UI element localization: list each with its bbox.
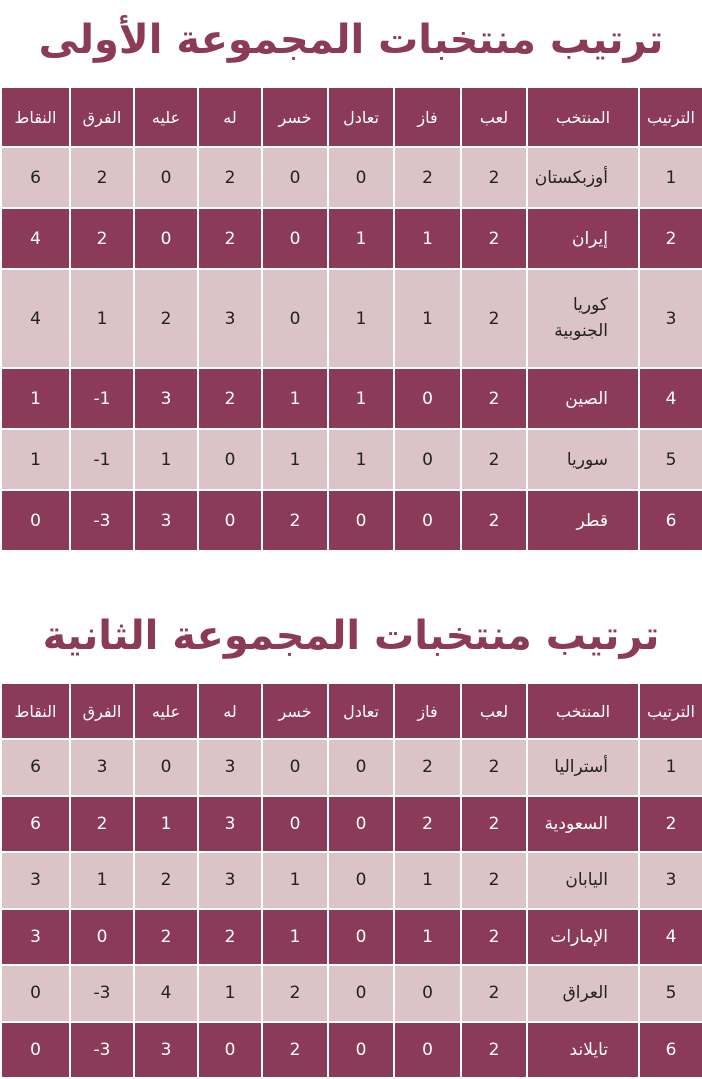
cell-points: 6: [1, 739, 70, 796]
cell-points: 3: [1, 852, 70, 909]
group-1-standings-table: [0, 86, 702, 552]
cell-won: 2: [394, 739, 461, 796]
cell-played: 2: [461, 490, 527, 551]
cell-played: 2: [461, 147, 527, 208]
cell-points: 0: [1, 490, 70, 551]
cell-drawn: 1: [328, 208, 394, 269]
cell-goals-for: 0: [198, 429, 262, 490]
cell-goal-difference: 2: [70, 147, 134, 208]
cell-goals-for: 2: [198, 368, 262, 429]
cell-goals-for: 2: [198, 208, 262, 269]
cell-played: 2: [461, 208, 527, 269]
cell-drawn: 0: [328, 739, 394, 796]
cell-lost: 2: [262, 965, 328, 1022]
cell-played: 2: [461, 796, 527, 853]
header-points: النقاط: [1, 87, 70, 147]
cell-drawn: 0: [328, 1022, 394, 1079]
cell-goal-difference: 1-: [70, 368, 134, 429]
cell-points: 6: [1, 147, 70, 208]
cell-won: 0: [394, 490, 461, 551]
table-row: [1, 739, 702, 796]
cell-goal-difference: 3-: [70, 490, 134, 551]
cell-team: اليابان: [527, 852, 639, 909]
group-1-title: ترتيب منتخبات المجموعة الأولى: [38, 17, 664, 63]
cell-points: 3: [1, 909, 70, 966]
table-row: [1, 909, 702, 966]
cell-won: 1: [394, 852, 461, 909]
cell-won: 0: [394, 965, 461, 1022]
cell-rank: 6: [639, 490, 702, 551]
group-2-standings-table: [0, 682, 702, 1079]
cell-won: 1: [394, 208, 461, 269]
cell-team: أستراليا: [527, 739, 639, 796]
cell-won: 0: [394, 1022, 461, 1079]
table-row: [1, 490, 702, 551]
cell-played: 2: [461, 739, 527, 796]
header-team: المنتخب: [527, 87, 639, 147]
header-drawn: تعادل: [328, 683, 394, 739]
cell-team: العراق: [527, 965, 639, 1022]
cell-team: إيران: [527, 208, 639, 269]
cell-lost: 0: [262, 269, 328, 368]
cell-rank: 2: [639, 796, 702, 853]
header-points: النقاط: [1, 683, 70, 739]
cell-goals-against: 3: [134, 368, 198, 429]
cell-drawn: 0: [328, 796, 394, 853]
cell-won: 0: [394, 429, 461, 490]
header-drawn: تعادل: [328, 87, 394, 147]
cell-rank: 4: [639, 909, 702, 966]
cell-goal-difference: 3: [70, 739, 134, 796]
header-goals-against: عليه: [134, 683, 198, 739]
cell-goals-for: 2: [198, 147, 262, 208]
cell-played: 2: [461, 852, 527, 909]
cell-goal-difference: 0: [70, 909, 134, 966]
cell-points: 0: [1, 1022, 70, 1079]
cell-goals-for: 1: [198, 965, 262, 1022]
cell-won: 1: [394, 269, 461, 368]
header-won: فاز: [394, 87, 461, 147]
cell-points: 4: [1, 269, 70, 368]
cell-lost: 0: [262, 739, 328, 796]
cell-rank: 1: [639, 739, 702, 796]
cell-goal-difference: 2: [70, 208, 134, 269]
header-goal-difference: الفرق: [70, 87, 134, 147]
cell-lost: 1: [262, 852, 328, 909]
cell-drawn: 0: [328, 490, 394, 551]
cell-goals-for: 3: [198, 739, 262, 796]
header-rank: الترتيب: [639, 87, 702, 147]
table-row: [1, 1022, 702, 1079]
table-row: [1, 208, 702, 269]
table-row: [1, 147, 702, 208]
cell-goals-for: 3: [198, 852, 262, 909]
cell-points: 1: [1, 368, 70, 429]
cell-goals-against: 3: [134, 490, 198, 551]
table-header-row: [1, 683, 702, 739]
cell-goals-against: 3: [134, 1022, 198, 1079]
cell-drawn: 1: [328, 368, 394, 429]
cell-team: أوزبكستان: [527, 147, 639, 208]
header-played: لعب: [461, 87, 527, 147]
cell-played: 2: [461, 965, 527, 1022]
group-2-title: ترتيب منتخبات المجموعة الثانية: [42, 613, 660, 659]
cell-drawn: 0: [328, 147, 394, 208]
cell-goal-difference: 1: [70, 852, 134, 909]
table-row: [1, 965, 702, 1022]
cell-points: 0: [1, 965, 70, 1022]
header-goals-against: عليه: [134, 87, 198, 147]
header-goal-difference: الفرق: [70, 683, 134, 739]
cell-team: قطر: [527, 490, 639, 551]
cell-rank: 4: [639, 368, 702, 429]
table-row: [1, 796, 702, 853]
cell-goals-for: 3: [198, 269, 262, 368]
cell-team: السعودية: [527, 796, 639, 853]
cell-drawn: 0: [328, 965, 394, 1022]
header-goals-for: له: [198, 683, 262, 739]
cell-won: 0: [394, 368, 461, 429]
table-header-row: [1, 87, 702, 147]
cell-team: الإمارات: [527, 909, 639, 966]
table-row: [1, 269, 702, 368]
header-rank: الترتيب: [639, 683, 702, 739]
cell-goal-difference: 1: [70, 269, 134, 368]
cell-goals-for: 3: [198, 796, 262, 853]
cell-lost: 2: [262, 490, 328, 551]
header-goals-for: له: [198, 87, 262, 147]
cell-goals-for: 0: [198, 1022, 262, 1079]
cell-goals-against: 0: [134, 739, 198, 796]
header-won: فاز: [394, 683, 461, 739]
cell-goals-against: 0: [134, 208, 198, 269]
cell-drawn: 1: [328, 269, 394, 368]
header-team: المنتخب: [527, 683, 639, 739]
table-row: [1, 852, 702, 909]
cell-rank: 1: [639, 147, 702, 208]
cell-won: 2: [394, 147, 461, 208]
cell-played: 2: [461, 1022, 527, 1079]
cell-played: 2: [461, 269, 527, 368]
cell-goals-against: 4: [134, 965, 198, 1022]
cell-rank: 5: [639, 429, 702, 490]
cell-team: الصين: [527, 368, 639, 429]
cell-goals-for: 0: [198, 490, 262, 551]
cell-drawn: 1: [328, 429, 394, 490]
cell-drawn: 0: [328, 909, 394, 966]
cell-points: 1: [1, 429, 70, 490]
cell-rank: 2: [639, 208, 702, 269]
cell-goal-difference: 2: [70, 796, 134, 853]
cell-goals-against: 1: [134, 796, 198, 853]
cell-played: 2: [461, 909, 527, 966]
cell-lost: 0: [262, 147, 328, 208]
table-row: [1, 368, 702, 429]
table-row: [1, 429, 702, 490]
cell-goals-for: 2: [198, 909, 262, 966]
cell-goals-against: 1: [134, 429, 198, 490]
cell-lost: 0: [262, 796, 328, 853]
cell-rank: 3: [639, 852, 702, 909]
cell-goals-against: 2: [134, 269, 198, 368]
cell-lost: 2: [262, 1022, 328, 1079]
header-played: لعب: [461, 683, 527, 739]
cell-team: كوريا الجنوبية: [527, 269, 639, 368]
cell-team: تايلاند: [527, 1022, 639, 1079]
cell-team: سوريا: [527, 429, 639, 490]
cell-lost: 0: [262, 208, 328, 269]
cell-goal-difference: 3-: [70, 965, 134, 1022]
cell-won: 1: [394, 909, 461, 966]
cell-played: 2: [461, 368, 527, 429]
cell-rank: 6: [639, 1022, 702, 1079]
cell-goals-against: 2: [134, 852, 198, 909]
cell-won: 2: [394, 796, 461, 853]
cell-goal-difference: 3-: [70, 1022, 134, 1079]
cell-rank: 3: [639, 269, 702, 368]
header-lost: خسر: [262, 87, 328, 147]
cell-lost: 1: [262, 429, 328, 490]
cell-points: 4: [1, 208, 70, 269]
cell-played: 2: [461, 429, 527, 490]
cell-drawn: 0: [328, 852, 394, 909]
cell-points: 6: [1, 796, 70, 853]
cell-rank: 5: [639, 965, 702, 1022]
cell-lost: 1: [262, 909, 328, 966]
cell-goal-difference: 1-: [70, 429, 134, 490]
cell-lost: 1: [262, 368, 328, 429]
header-lost: خسر: [262, 683, 328, 739]
cell-goals-against: 0: [134, 147, 198, 208]
cell-goals-against: 2: [134, 909, 198, 966]
